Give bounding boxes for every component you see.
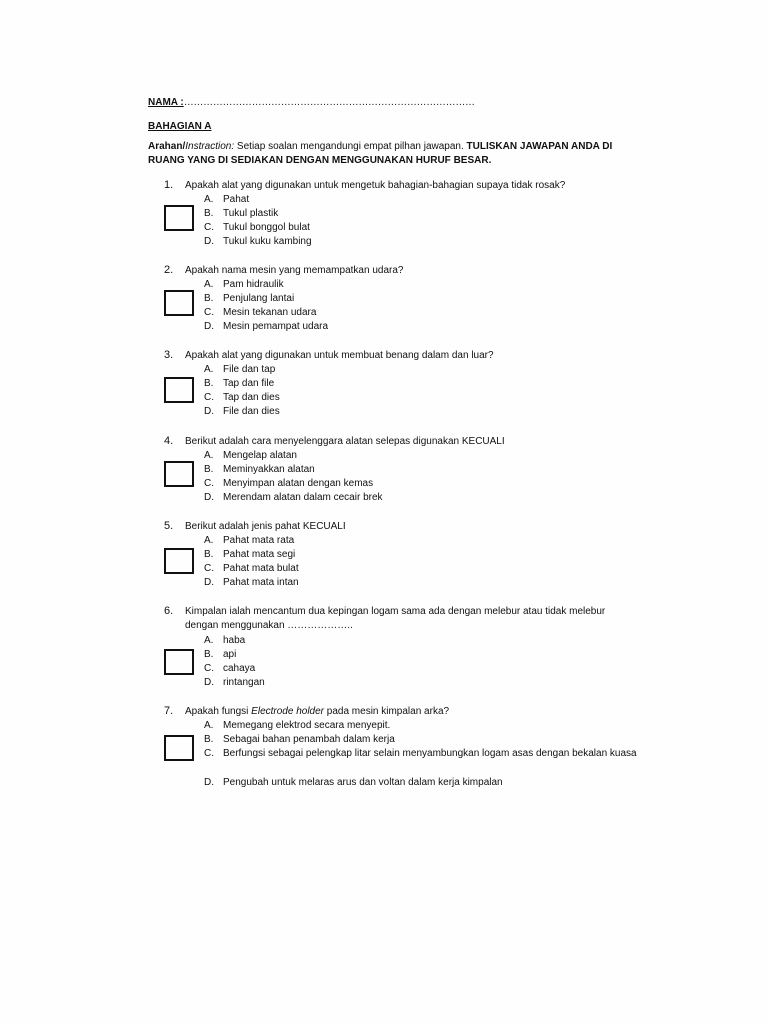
option-text: File dan tap xyxy=(223,364,276,375)
option-letter: B. xyxy=(204,378,214,389)
question-text: Berikut adalah jenis pahat KECUALI xyxy=(185,521,346,532)
question-text: Kimpalan ialah mencantum dua kepingan logam sama ada dengan melebur atau tidak melebur dengan menggunakan ……………….. xyxy=(185,606,606,631)
question-text: Berikut adalah cara menyelenggara alatan selepas digunakan KECUALI xyxy=(185,436,505,447)
option-letter: B. xyxy=(204,464,214,475)
option-letter: C. xyxy=(204,478,214,489)
question-text: Apakah nama mesin yang memampatkan udara? xyxy=(185,265,404,276)
name-field[interactable]: ……………………………………………………………………………… xyxy=(183,97,475,108)
option-text: Mengelap alatan xyxy=(223,450,297,461)
option-letter: A. xyxy=(204,450,214,461)
option-text: File dan dies xyxy=(223,406,280,417)
instruction-italic: Instraction: xyxy=(185,141,235,152)
question-number: 4. xyxy=(164,435,174,447)
instructions xyxy=(148,140,638,168)
option-letter: C. xyxy=(204,663,214,674)
option-letter: C. xyxy=(204,222,214,233)
option-text: Penjulang lantai xyxy=(223,293,295,304)
option-text: Mesin tekanan udara xyxy=(223,307,317,318)
name-line xyxy=(148,97,475,108)
question-number: 1. xyxy=(164,179,174,191)
option-letter: B. xyxy=(204,649,214,660)
question-text-after: pada mesin kimpalan arka? xyxy=(324,706,450,717)
option-letter: D. xyxy=(204,777,214,788)
option-text: Pahat mata rata xyxy=(223,535,295,546)
option-text: Pam hidraulik xyxy=(223,279,284,290)
name-label: NAMA : xyxy=(148,97,184,108)
option-letter: C. xyxy=(204,748,214,759)
instruction-prefix: Arahan/ xyxy=(148,141,186,152)
question-text-before: Apakah fungsi xyxy=(185,706,252,717)
option-letter: B. xyxy=(204,734,214,745)
option-letter: C. xyxy=(204,392,214,403)
option-text: Berfungsi sebagai pelengkap litar selain menyambungkan logam asas dengan bekalan kuasa xyxy=(223,748,637,759)
option-text: Pahat xyxy=(223,194,250,205)
question-number: 6. xyxy=(164,605,174,617)
question-number: 7. xyxy=(164,705,174,717)
answer-box[interactable] xyxy=(164,649,194,675)
option-letter: A. xyxy=(204,364,214,375)
option-letter: A. xyxy=(204,194,214,205)
option-letter: D. xyxy=(204,492,214,503)
option-letter: D. xyxy=(204,321,214,332)
option-text: Tukul kuku kambing xyxy=(223,236,312,247)
option-letter: A. xyxy=(204,279,214,290)
option-text: Tap dan file xyxy=(223,378,275,389)
answer-box[interactable] xyxy=(164,548,194,574)
option-letter: B. xyxy=(204,549,214,560)
answer-box[interactable] xyxy=(164,377,194,403)
question-text: Apakah alat yang digunakan untuk mengetuk bahagian-bahagian supaya tidak rosak? xyxy=(185,180,566,191)
option-text: Pahat mata bulat xyxy=(223,563,299,574)
option-text: Pahat mata segi xyxy=(223,549,296,560)
option-text: cahaya xyxy=(223,663,256,674)
question-number: 5. xyxy=(164,520,174,532)
instruction-bold-text: TULISKAN JAWAPAN ANDA DI RUANG YANG DI SEDIAKAN DENGAN MENGGUNAKAN HURUF BESAR. xyxy=(148,141,613,166)
answer-box[interactable] xyxy=(164,205,194,231)
option-text: Tap dan dies xyxy=(223,392,280,403)
option-text: Meminyakkan alatan xyxy=(223,464,315,475)
option-text: Tukul plastik xyxy=(223,208,279,219)
option-text: Menyimpan alatan dengan kemas xyxy=(223,478,374,489)
option-text: Merendam alatan dalam cecair brek xyxy=(223,492,383,503)
option-text: Pengubah untuk melaras arus dan voltan dalam kerja kimpalan xyxy=(223,777,503,788)
question-number: 2. xyxy=(164,264,174,276)
option-letter: A. xyxy=(204,720,214,731)
option-letter: B. xyxy=(204,293,214,304)
option-letter: A. xyxy=(204,535,214,546)
section-title: BAHAGIAN A xyxy=(148,121,212,132)
option-letter: B. xyxy=(204,208,214,219)
option-letter: D. xyxy=(204,406,214,417)
question-number: 3. xyxy=(164,349,174,361)
option-letter: A. xyxy=(204,635,214,646)
question-text: Apakah alat yang digunakan untuk membuat benang dalam dan luar? xyxy=(185,350,494,361)
option-text: Mesin pemampat udara xyxy=(223,321,329,332)
option-letter: D. xyxy=(204,677,214,688)
question-text xyxy=(185,705,640,719)
option-text: rintangan xyxy=(223,677,265,688)
option-text: Tukul bonggol bulat xyxy=(223,222,310,233)
option-text: Memegang elektrod secara menyepit. xyxy=(223,720,391,731)
option-letter: D. xyxy=(204,236,214,247)
answer-box[interactable] xyxy=(164,461,194,487)
option-letter: C. xyxy=(204,563,214,574)
question-text-italic: Electrode holder xyxy=(251,706,324,717)
option-text: Sebagai bahan penambah dalam kerja xyxy=(223,734,395,745)
answer-box[interactable] xyxy=(164,735,194,761)
option-text: api xyxy=(223,649,237,660)
instruction-text: Setiap soalan mengandungi empat pilhan jawapan. xyxy=(234,141,467,152)
option-letter: D. xyxy=(204,577,214,588)
option-text: Pahat mata intan xyxy=(223,577,299,588)
option-text: haba xyxy=(223,635,246,646)
option-letter: C. xyxy=(204,307,214,318)
answer-box[interactable] xyxy=(164,290,194,316)
